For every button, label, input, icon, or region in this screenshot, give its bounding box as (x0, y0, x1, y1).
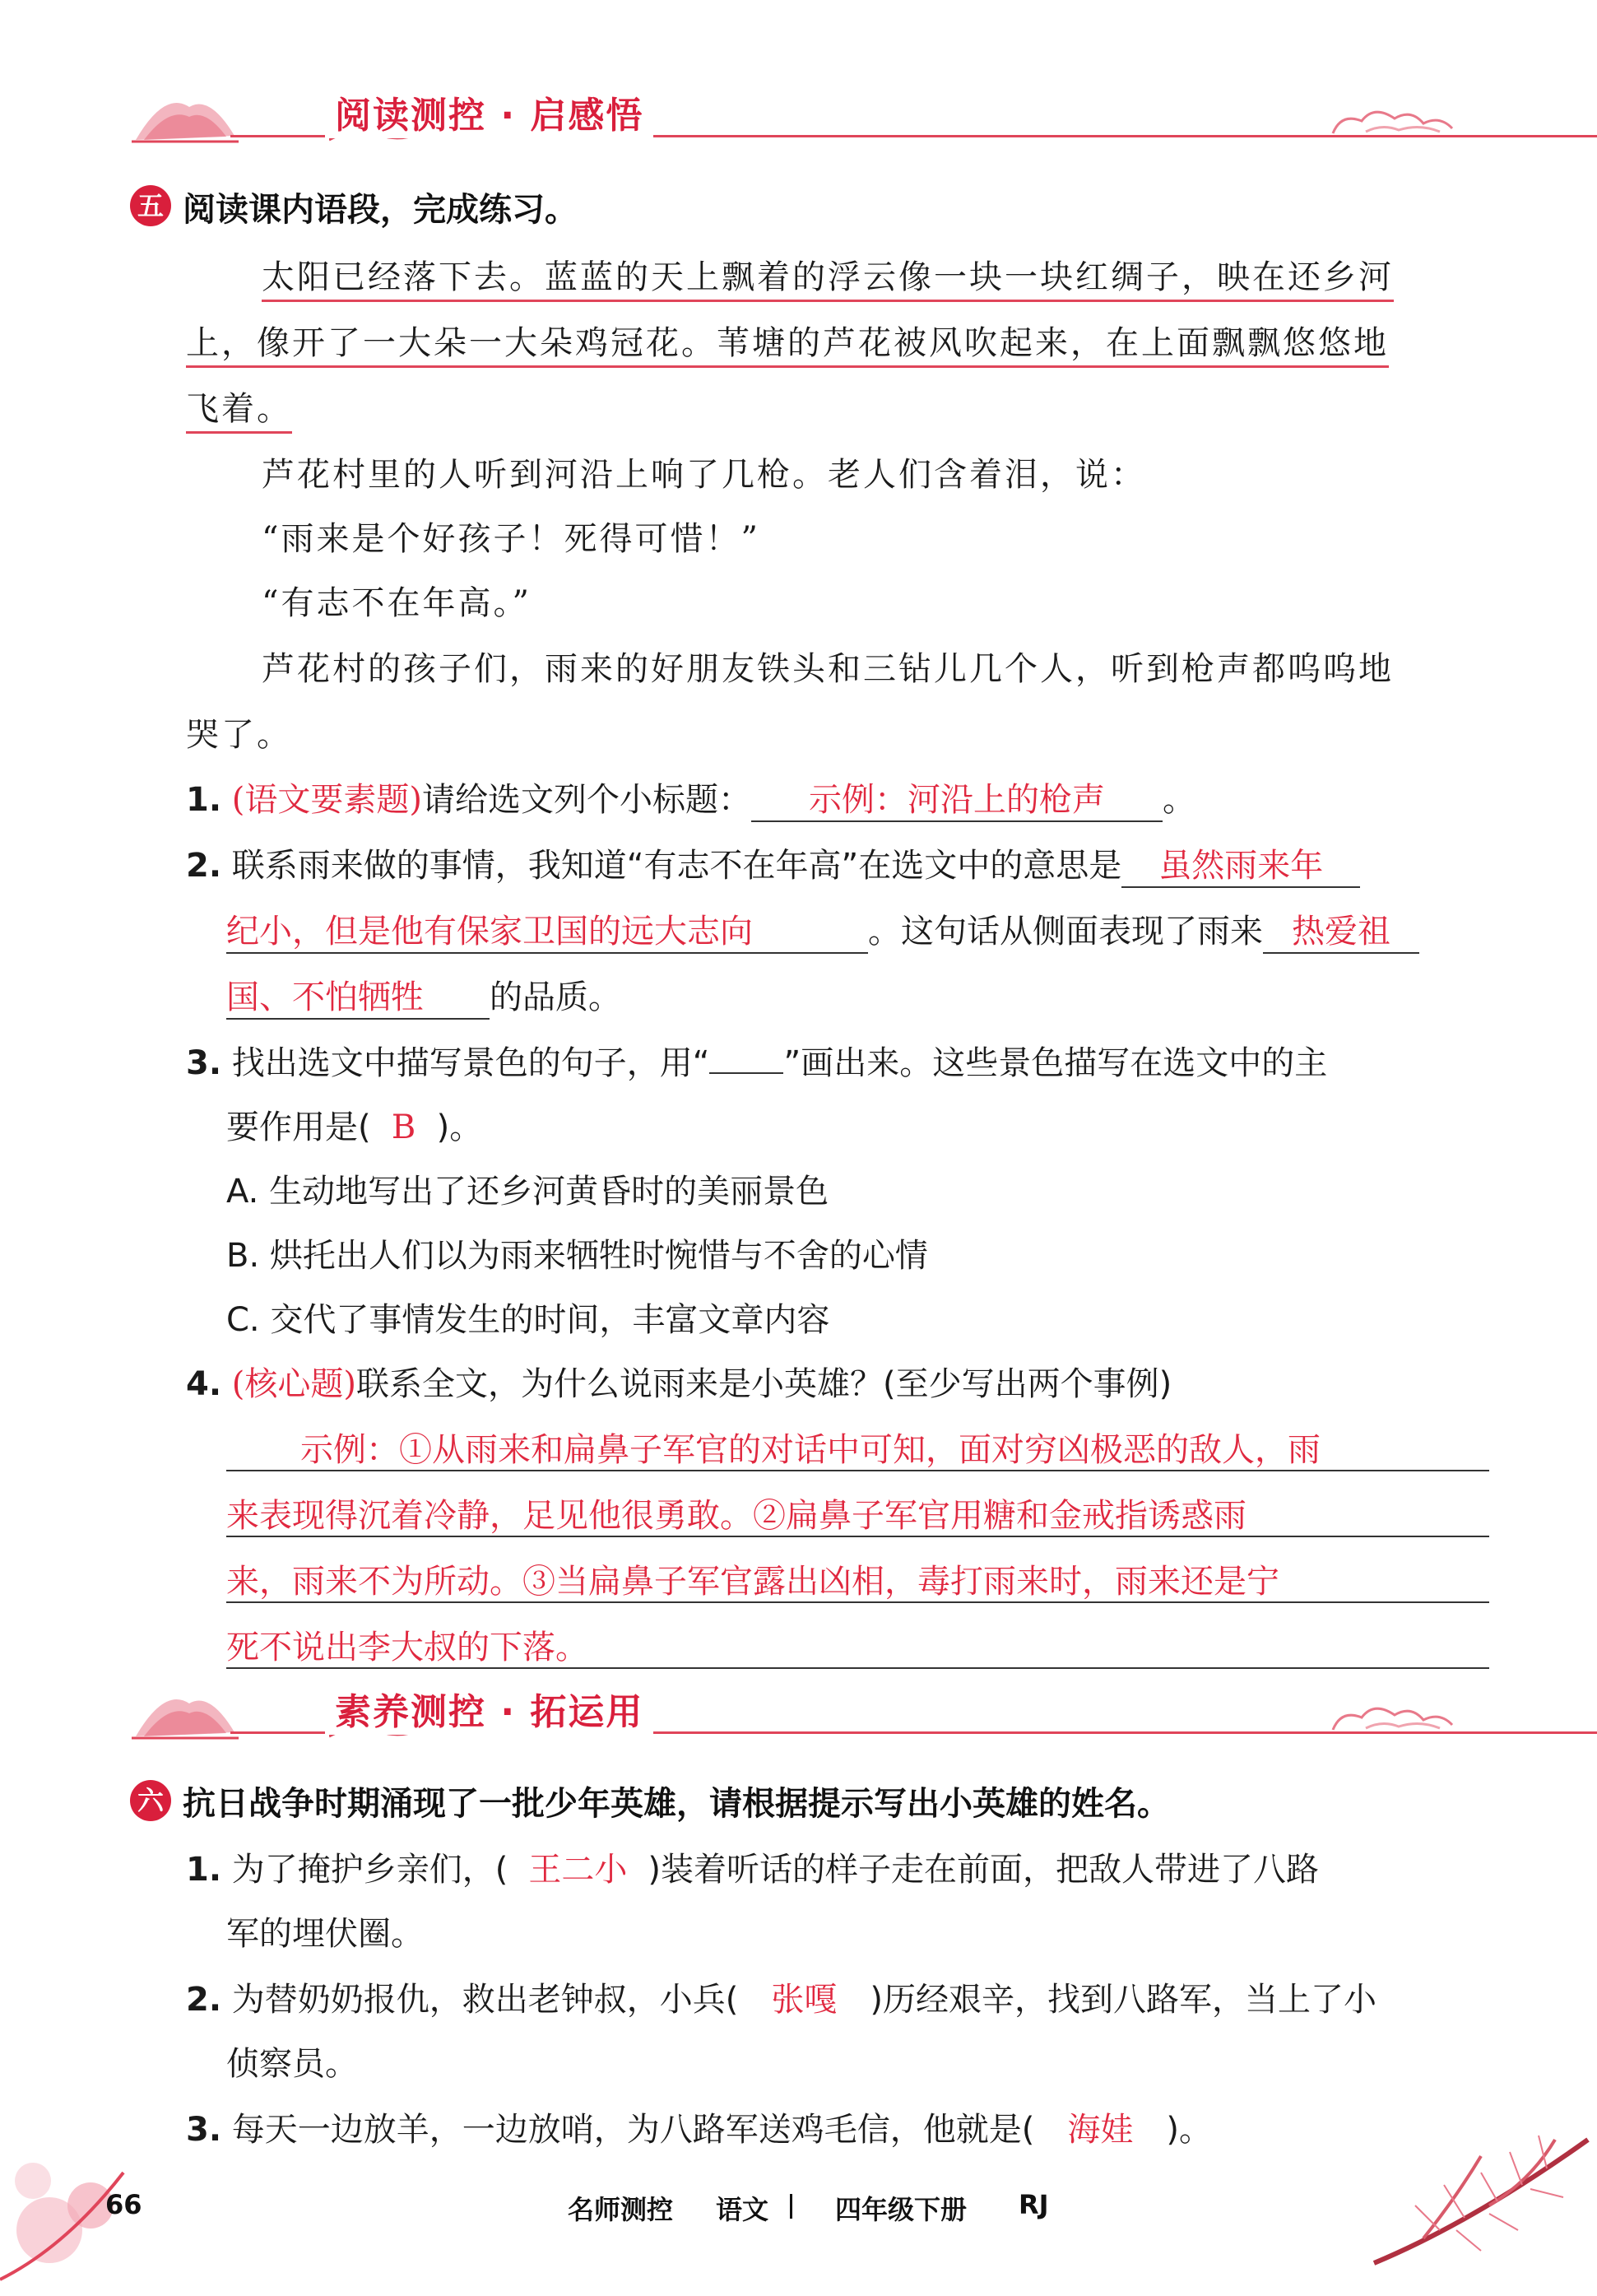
answer-field[interactable]: B (391, 1108, 416, 1146)
answer-field[interactable]: 示例：河沿上的枪声 (751, 774, 1163, 822)
answer-line: 示例：①从雨来和扁鼻子军官的对话中可知，面对穷凶极恶的敌人，雨 (300, 1431, 1321, 1469)
option-b: B. 烘托出人们以为雨来牺牲时惋惜与不舍的心情 (226, 1237, 928, 1275)
question-item-6-1: 1. 为了掩护乡亲们，( 王二小 )装着听话的样子走在前面，把敌人带进了八路 (186, 1843, 1319, 1890)
section-title: 阅读测控 · 启感悟 (325, 86, 653, 138)
question-item-6-2-cont: 侦察员。 (226, 2045, 358, 2083)
answer-field[interactable]: 海娃 (1067, 2111, 1134, 2149)
section-title: 素养测控 · 拓运用 (325, 1682, 653, 1735)
question-item-4: 4. (核心题)联系全文，为什么说雨来是小英雄？(至少写出两个事例) (186, 1365, 1172, 1403)
page-number: 66 (105, 2189, 142, 2220)
passage-line: 太阳已经落下去。蓝蓝的天上飘着的浮云像一块一块红绸子，映在还乡河 (262, 251, 1394, 298)
passage-line: 哭了。 (186, 716, 292, 754)
cloud-ornament-icon (1316, 1697, 1489, 1738)
section-header-literacy (132, 1679, 1489, 1753)
question-item-6-3: 3. 每天一边放羊，一边放哨，为八路军送鸡毛信，他就是( 海娃 )。 (186, 2103, 1212, 2150)
answer-line: 来表现得沉着冷静，足见他很勇敢。②扁鼻子军官用糖和金戒指诱惑雨 (226, 1497, 1246, 1535)
question-item-6-1-cont: 军的埋伏圈。 (226, 1915, 424, 1953)
mountain-icon (132, 82, 239, 156)
answer-field[interactable]: 虽然雨来年 (1121, 839, 1360, 888)
footer-subject: 语文 (716, 2194, 769, 2225)
question-item-3: 3. 找出选文中描写景色的句子，用“ ”画出来。这些景色描写在选文中的主 (186, 1044, 1328, 1082)
answer-field[interactable]: 国、不怕牺牲 (226, 971, 490, 1020)
passage-line: “雨来是个好孩子！死得可惜！” (262, 520, 760, 558)
question-item-6-2: 2. 为替奶奶报仇，救出老钟叔，小兵( 张嘎 )历经艰辛，找到八路军，当上了小 (186, 1973, 1376, 2020)
answer-line: 死不说出李大叔的下落。 (226, 1629, 588, 1666)
mountain-icon (132, 1679, 239, 1753)
option-a: A. 生动地写出了还乡河黄昏时的美丽景色 (226, 1173, 829, 1211)
passage-line: “有志不在年高。” (262, 584, 532, 622)
question-item-1: 1. (语文要素题)请给选文列个小标题： 示例：河沿上的枪声 。 (186, 774, 1195, 822)
question-item-2: 2. 联系雨来做的事情，我知道“有志不在年高”在选文中的意思是 虽然雨来年 (186, 839, 1360, 888)
question-item-3-cont: 要作用是( B )。 (226, 1108, 483, 1146)
question-badge-6: 六 (130, 1780, 171, 1821)
section-header-reading (132, 82, 1489, 156)
answer-rule (226, 1667, 1489, 1669)
question-item-2-cont: 国、不怕牺牲 的品质。 (226, 971, 621, 1020)
passage-line: 芦花村的孩子们，雨来的好朋友铁头和三钻儿几个人，听到枪声都呜呜地 (262, 650, 1394, 688)
option-c: C. 交代了事情发生的时间，丰富文章内容 (226, 1301, 830, 1339)
passage-line: 芦花村里的人听到河沿上响了几枪。老人们含着泪，说： (262, 456, 1146, 494)
question-item-2-cont: 纪小，但是他有保家卫国的远大志向 。这句话从侧面表现了雨来 热爱祖 (226, 905, 1419, 954)
answer-field[interactable]: 热爱祖 (1263, 905, 1419, 954)
passage-line: 上，像开了一大朵一大朵鸡冠花。苇塘的芦花被风吹起来，在上面飘飘悠悠地 (186, 317, 1389, 364)
passage-line: 飞着。 (186, 383, 292, 430)
answer-field[interactable]: 纪小，但是他有保家卫国的远大志向 (226, 905, 868, 954)
answer-rule (226, 1536, 1489, 1537)
answer-field[interactable]: 王二小 (528, 1851, 628, 1889)
question-title-6: 抗日战争时期涌现了一批少年英雄，请根据提示写出小英雄的姓名。 (183, 1785, 1170, 1823)
question-title-5: 阅读课内语段，完成练习。 (183, 191, 578, 229)
answer-field[interactable]: 张嘎 (771, 1981, 838, 2019)
answer-line: 来，雨来不为所动。③当扁鼻子军官露出凶相，毒打雨来时，雨来还是宁 (226, 1563, 1279, 1601)
branch-ornament-icon (1358, 2107, 1597, 2288)
footer-grade: 四年级下册 (835, 2194, 968, 2225)
footer-series: 名师测控 (568, 2194, 674, 2225)
question-badge-5: 五 (130, 185, 171, 226)
footer-edition: RJ (1019, 2189, 1049, 2220)
footer-divider (790, 2194, 792, 2219)
cloud-ornament-icon (1316, 100, 1489, 142)
answer-rule (226, 1470, 1489, 1471)
answer-rule (226, 1601, 1489, 1603)
